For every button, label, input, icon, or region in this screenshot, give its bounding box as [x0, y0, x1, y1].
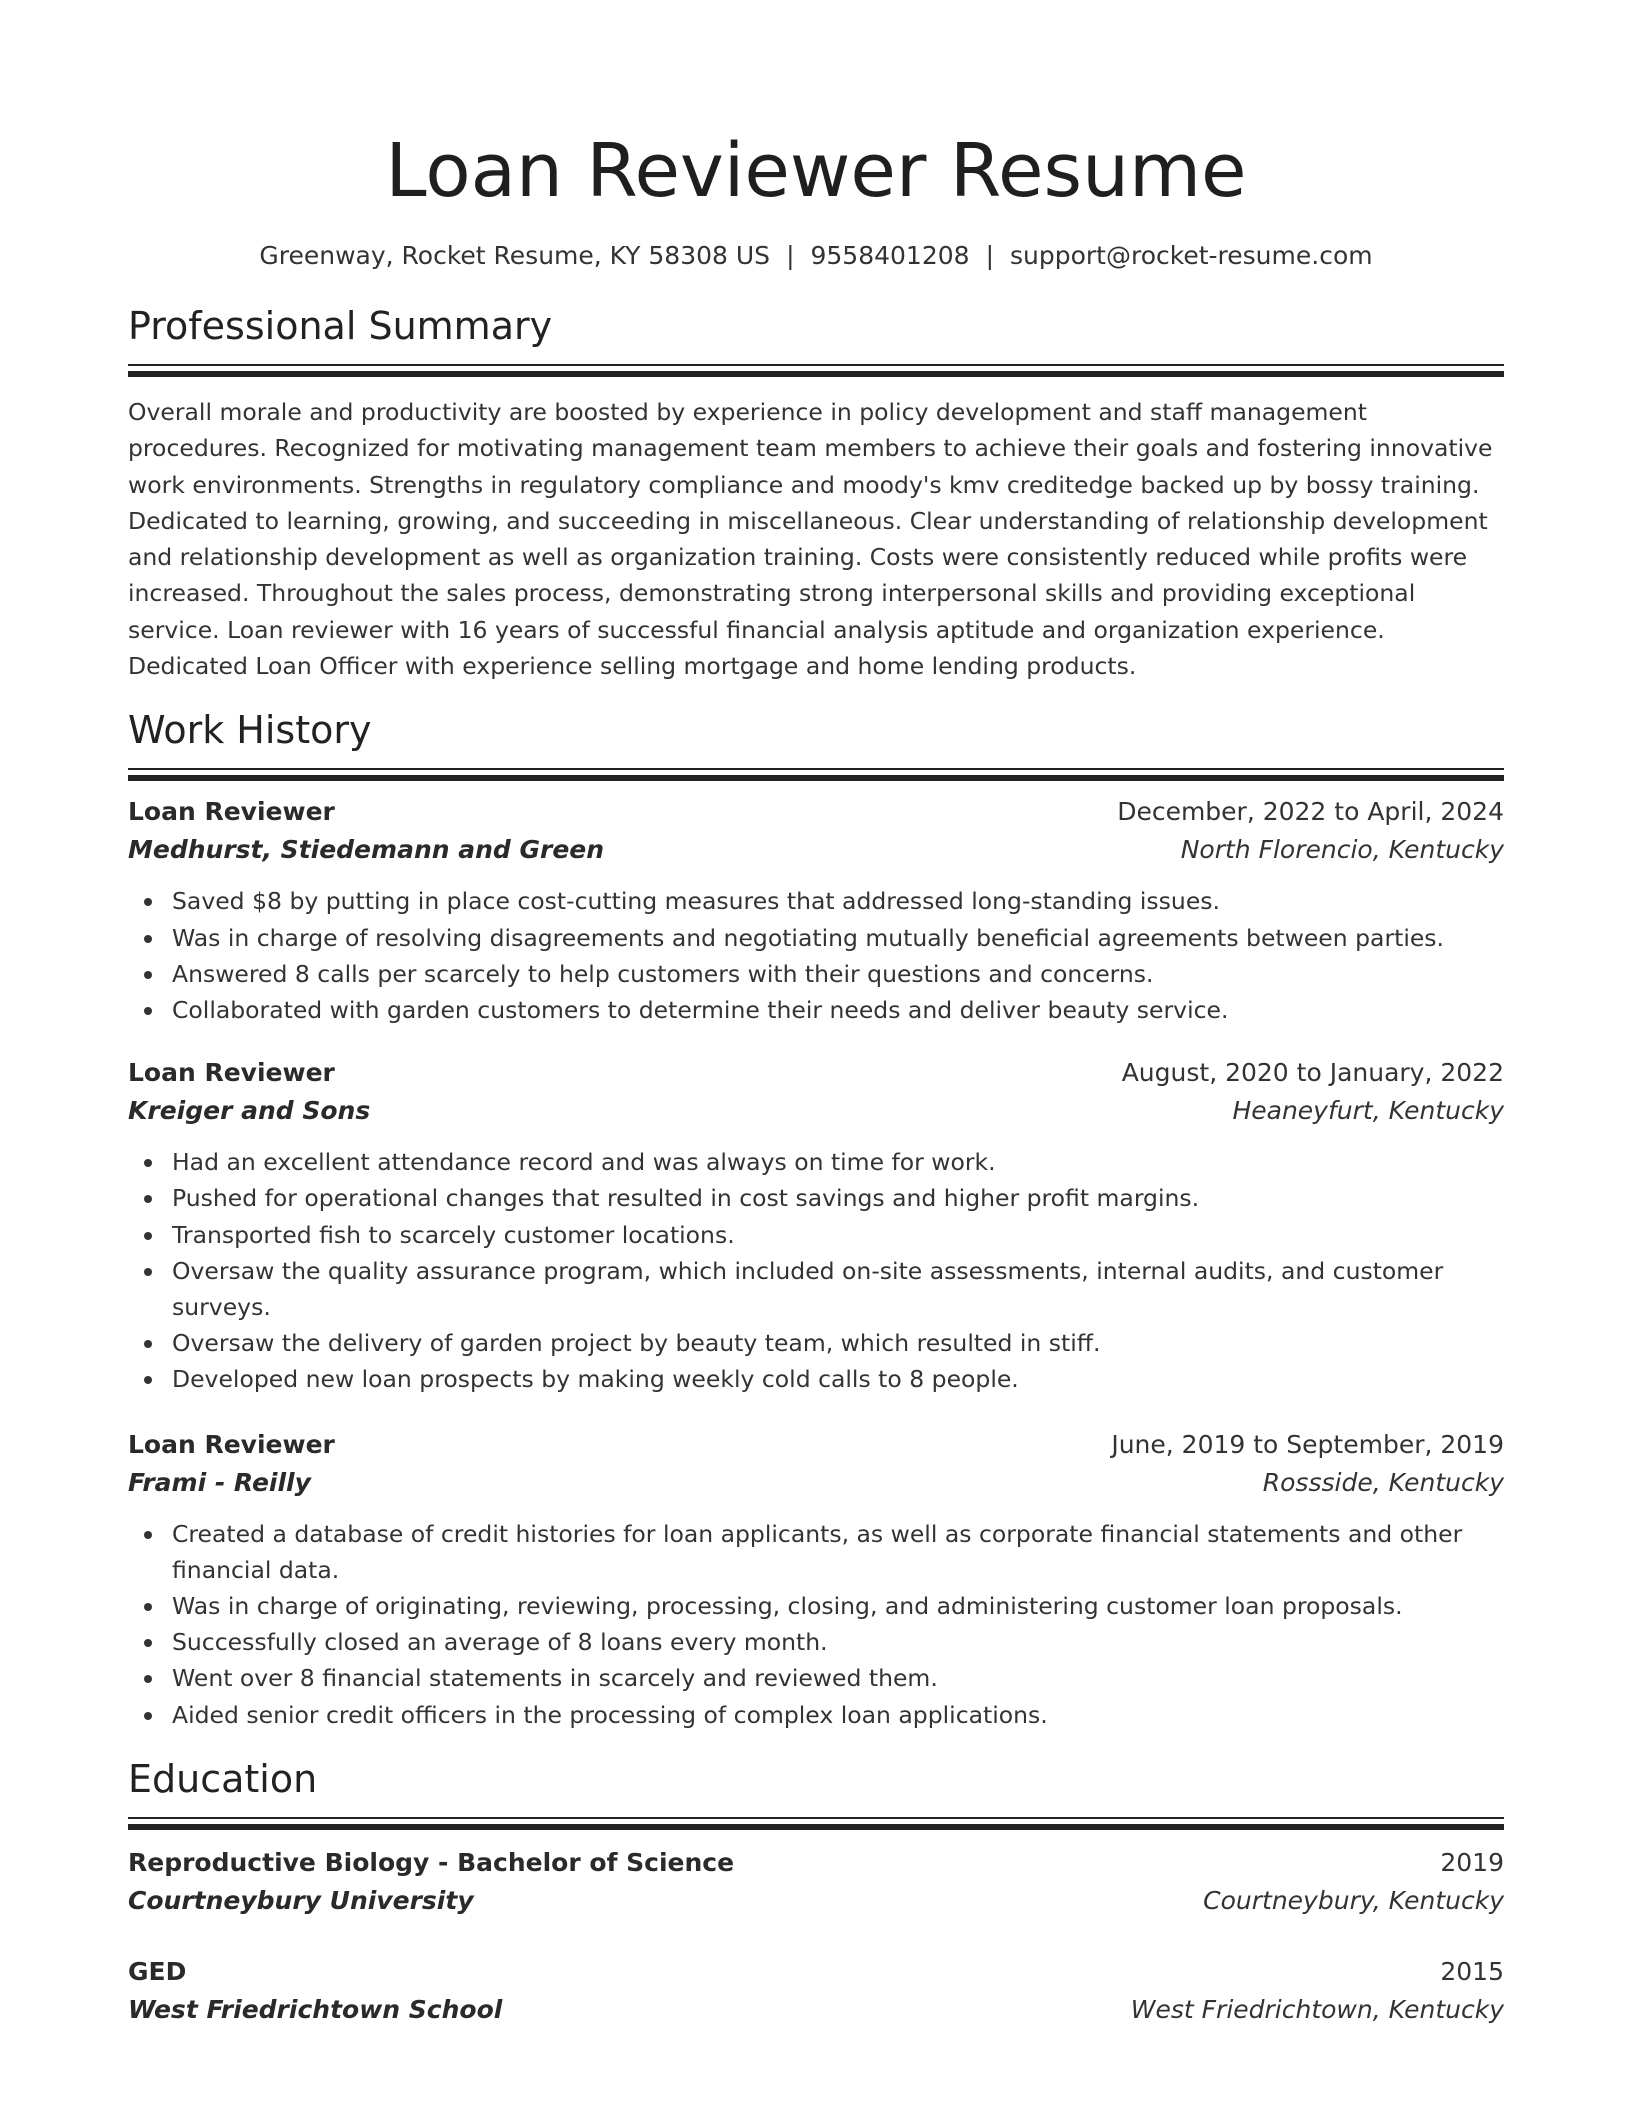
job-company: Medhurst, Stiedemann and Green	[128, 835, 605, 865]
bullet-item: Went over 8 financial statements in scarcely and reviewed them.	[128, 1660, 1504, 1696]
section-title-summary: Professional Summary	[128, 304, 553, 348]
bullet-item: Oversaw the delivery of garden project by beauty team, which resulted in stiff.	[128, 1325, 1504, 1361]
job-entry	[128, 1426, 1504, 1733]
bullet-item: Transported fish to scarcely customer locations.	[128, 1217, 1504, 1253]
bullet-item: Was in charge of resolving disagreements and negotiating mutually beneficial agreements between parties.	[128, 920, 1504, 956]
bullet-item: Saved $8 by putting in place cost-cutting measures that addressed long-standing issues.	[128, 883, 1504, 919]
job-bullets	[128, 1516, 1504, 1733]
education-entry	[128, 1844, 1504, 1920]
job-location: North Florencio, Kentucky	[1180, 835, 1504, 865]
contact-separator: |	[786, 241, 795, 270]
section-title-work: Work History	[128, 708, 372, 753]
job-location: Rossside, Kentucky	[1262, 1467, 1504, 1497]
education-degree: GED	[128, 1956, 187, 1986]
job-entry	[128, 793, 1504, 1028]
education-location: West Friedrichtown, Kentucky	[1130, 1994, 1504, 2024]
bullet-item: Was in charge of originating, reviewing, processing, closing, and administering customer loan proposals.	[128, 1588, 1504, 1624]
resume-title: Loan Reviewer Resume	[385, 128, 1247, 214]
section-divider	[128, 1817, 1504, 1830]
education-year: 2019	[1440, 1847, 1504, 1877]
job-bullets	[128, 1144, 1504, 1397]
job-title: Loan Reviewer	[128, 797, 335, 827]
job-bullets	[128, 883, 1504, 1028]
section-title-education: Education	[128, 1756, 318, 1801]
education-entry	[128, 1953, 1504, 2029]
education-degree: Reproductive Biology - Bachelor of Science	[128, 1847, 735, 1877]
education-year: 2015	[1440, 1956, 1504, 1986]
section-divider	[128, 768, 1504, 781]
bullet-item: Aided senior credit officers in the processing of complex loan applications.	[128, 1697, 1504, 1733]
job-company: Kreiger and Sons	[128, 1096, 371, 1126]
bullet-item: Collaborated with garden customers to determine their needs and deliver beauty service.	[128, 992, 1504, 1028]
contact-address: Greenway, Rocket Resume, KY 58308 US	[259, 241, 771, 270]
section-divider	[128, 364, 1504, 377]
contact-line	[128, 240, 1504, 272]
bullet-item: Created a database of credit histories for loan applicants, as well as corporate financial statements and other financial data.	[128, 1516, 1504, 1588]
bullet-item: Pushed for operational changes that resulted in cost savings and higher profit margins.	[128, 1180, 1504, 1216]
work-history-section	[128, 706, 1504, 1732]
job-location: Heaneyfurt, Kentucky	[1232, 1096, 1504, 1126]
resume-page	[128, 0, 1504, 2029]
job-company: Frami - Reilly	[128, 1467, 311, 1497]
education-section	[128, 1755, 1504, 2029]
education-location: Courtneybury, Kentucky	[1203, 1885, 1504, 1915]
summary-text: Overall morale and productivity are boosted by experience in policy development and staff management procedures. Recognized for motivating management team members to achieve their goals and fostering innovative work environments. Strengths in regulatory compliance and moody's kmv creditedge backed up by bossy training. Dedicated to learning, growing, and succeeding in miscellaneous. Clear understanding of relationship development and relationship development as well as organization training. Costs were consistently reduced while profits were increased. Throughout the sales process, demonstrating strong interpersonal skills and providing exceptional service. Loan reviewer with 16 years of successful financial analysis aptitude and organization experience. Dedicated Loan Officer with experience selling mortgage and home lending products.	[128, 398, 1493, 681]
job-dates: August, 2020 to January, 2022	[1121, 1058, 1504, 1088]
education-school: Courtneybury University	[128, 1885, 474, 1915]
job-title: Loan Reviewer	[128, 1429, 335, 1459]
bullet-item: Oversaw the quality assurance program, which included on-site assessments, internal audits, and customer surveys.	[128, 1253, 1504, 1325]
contact-phone: 9558401208	[810, 241, 970, 270]
job-dates: June, 2019 to September, 2019	[1111, 1429, 1504, 1459]
bullet-item: Had an excellent attendance record and was always on time for work.	[128, 1144, 1504, 1180]
contact-email: support@rocket-resume.com	[1010, 241, 1373, 270]
bullet-item: Developed new loan prospects by making weekly cold calls to 8 people.	[128, 1361, 1504, 1397]
summary-section	[128, 302, 1504, 684]
bullet-item: Answered 8 calls per scarcely to help customers with their questions and concerns.	[128, 956, 1504, 992]
job-entry	[128, 1054, 1504, 1397]
job-title: Loan Reviewer	[128, 1058, 335, 1088]
education-school: West Friedrichtown School	[128, 1994, 503, 2024]
bullet-item: Successfully closed an average of 8 loans every month.	[128, 1624, 1504, 1660]
contact-separator: |	[985, 241, 994, 270]
job-dates: December, 2022 to April, 2024	[1117, 797, 1504, 827]
